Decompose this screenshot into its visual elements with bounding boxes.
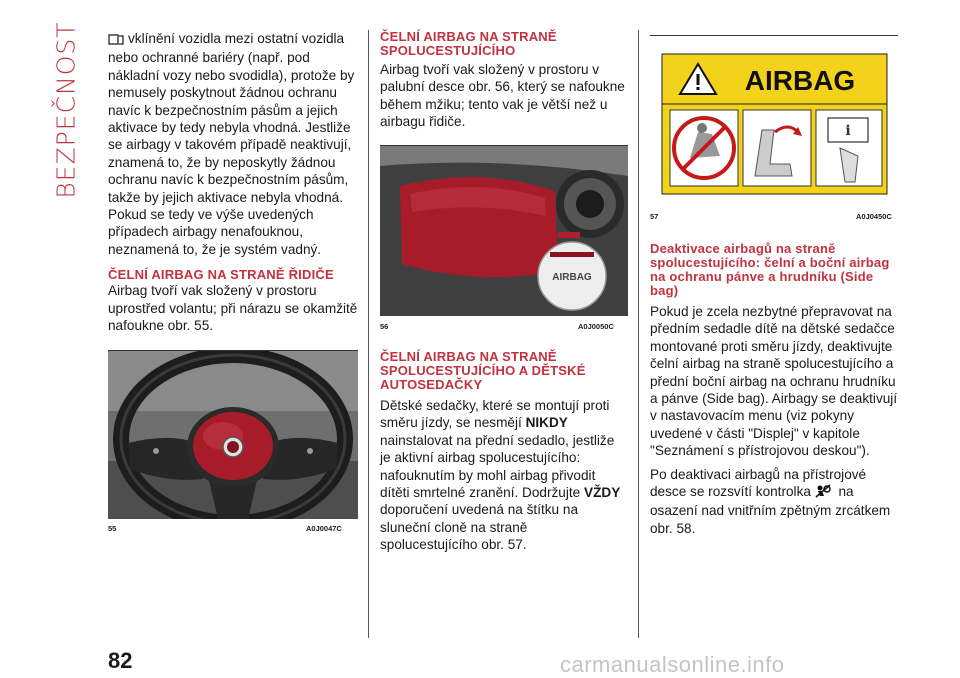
paragraph: vklínění vozidla mezi ostatní vozidla nebo ochranné bariéry (např. pod nákladní vozy nebo svodidla), protože by nemusely poskytnout žádnou ochranu navíc k bezpečnostním pásům a jejich aktivace by tedy nebyla vhodná. Jestliže se airbagy v takovém případě neaktivují, znamená to, že by neposkytly žádnou ochranu navíc k bezpečnostním pásům, takže by jejich aktivace nebyla vhodná. Pokud se tedy ve výše uvedených případech airbagy nenafouknou, neznamená to, že je systém vadný.	[108, 31, 355, 257]
airbag-off-warning-icon	[815, 484, 831, 502]
paragraph: Dětské sedačky, které se montují proti směru jízdy, se nesmějí NIKDY nainstalovat na přední sedadlo, jestliže je aktivní airbag spolucestujícího: nafouknutím by mohl airbag přivodit dítěti smrtelné zranění. Dodržujte VŽDY doporučení uvedená na štítku na sluneční cloně na straně spolucestujícího obr. 57.	[380, 398, 621, 553]
column-divider	[368, 30, 369, 638]
figure-label: AIRBAG	[744, 65, 856, 96]
heading-driver-airbag: ČELNÍ AIRBAG NA STRANĚ ŘIDIČE	[108, 267, 334, 283]
figure-code: A0J0047C	[306, 524, 342, 533]
heading-passenger-airbag-child-seat: ČELNÍ AIRBAG NA STRANĚ SPOLUCESTUJÍCÍHO A DĚTSKÉ AUTOSEDAČKY	[380, 349, 586, 392]
paragraph: Airbag tvoří vak složený v prostoru uprostřed volantu; při nárazu se okamžitě nafoukne obr. 55.	[108, 283, 358, 334]
dashboard-airbag-image	[380, 146, 628, 316]
heading-airbag-deactivation: Deaktivace airbagů na straně spolucestujícího: čelní a boční airbag na ochranu pánve a hrudníku (Side bag)	[650, 241, 890, 298]
column-2	[380, 30, 628, 131]
figure-number: 57	[650, 212, 659, 221]
column-divider	[638, 30, 639, 638]
figure-56	[380, 145, 628, 316]
watermark: carmanualsonline.info	[560, 652, 785, 677]
heading-passenger-airbag: ČELNÍ AIRBAG NA STRANĚ SPOLUCESTUJÍCÍHO	[380, 29, 557, 58]
page-number: 82	[108, 648, 133, 673]
column-1	[108, 30, 358, 335]
section-title: BEZPEČNOST	[51, 21, 81, 199]
figure-57	[650, 35, 898, 204]
figure-number: 56	[380, 322, 389, 331]
svg-text:i: i	[845, 123, 851, 139]
figure-label: AIRBAG	[552, 272, 592, 283]
figure-number: 55	[108, 524, 117, 533]
figure-55	[108, 350, 358, 519]
airbag-warning-label-image	[650, 36, 898, 204]
checkbox-bullet-icon	[108, 32, 124, 49]
paragraph: Pokud je zcela nezbytné přepravovat na předním sedadle dítě na dětské sedačce montované proti směru jízdy, deaktivujte čelní airbag na straně spolucestujícího a přední boční airbag na ochranu hrudníku a pánve (Side bag). Airbagy se deaktivují v nastavovacím menu (viz pokyny uvedené v části "Displej" v kapitole "Seznámení s přístrojovou deskou").	[650, 304, 898, 459]
paragraph: Po deaktivaci airbagů na přístrojové desce se rozsvítí kontrolka na osazení nad vnitřním zpětným zrcátkem obr. 58.	[650, 466, 891, 536]
column-3	[650, 242, 898, 537]
paragraph: Airbag tvoří vak složený v prostoru v palubní desce obr. 56, který se nafoukne během mžiku; tento vak je větší než u airbagu řidiče.	[380, 62, 625, 130]
figure-code: A0J0450C	[856, 212, 892, 221]
figure-code: A0J0050C	[578, 322, 614, 331]
column-2-lower	[380, 350, 628, 554]
steering-wheel-image	[108, 351, 358, 519]
